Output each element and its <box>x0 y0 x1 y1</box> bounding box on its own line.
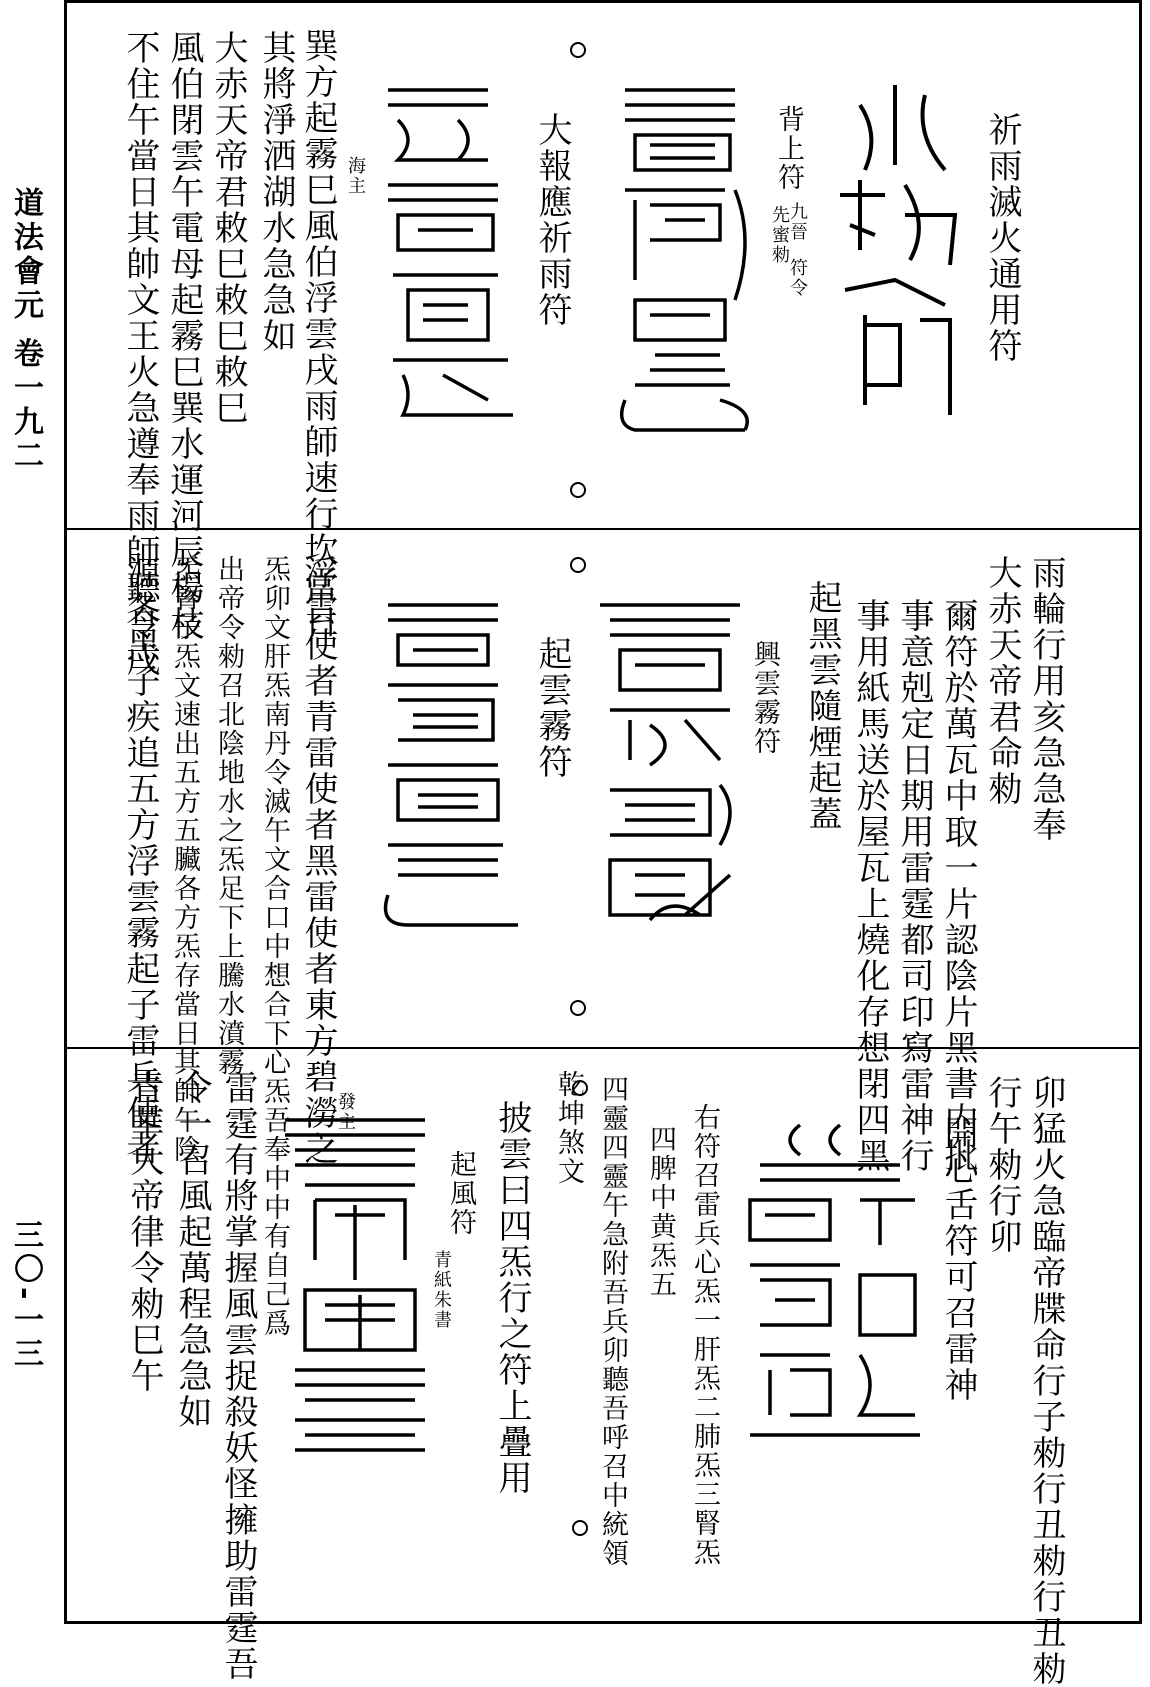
section3-text-left: 雷霆有將掌握風雲捉殺妖怪擁助雷霆吾 <box>218 1070 258 1682</box>
back-talisman-label: 背上符 <box>773 105 804 192</box>
section2-text-left: 出帝令勑召北陰地水之炁足下上騰水濆霧 <box>213 555 244 1077</box>
back-note-2: 符令 <box>787 258 808 298</box>
back-note-3: 先蜜勑 <box>769 205 790 265</box>
section2-text-right: 爾符於萬瓦中取一片認陰片黑書内批 <box>938 598 978 1174</box>
section3-text-left: 青華大帝律令勑巳午 <box>124 1070 164 1394</box>
section2-text-left: 源各黑子疾追五方浮雲霧起子雷兵使者 <box>120 555 160 1167</box>
talisman-wind <box>275 1110 440 1470</box>
section3-text-right: 開心舌符可召雷神 <box>938 1115 978 1403</box>
section2-text-left: 炁腎子炁文速出五方五臟各方炁存當日其帥午陰 <box>169 555 200 1164</box>
section2-text-right: 大赤天帝君命勑 <box>982 555 1022 807</box>
marker-circle <box>572 1520 588 1536</box>
section1-text-line: 風伯閉雲午電母起霧巳巽水運河辰楊枝 <box>164 30 204 642</box>
section1-text-line: 巽方起霧巳風伯浮雲戌雨師速行坎當日 <box>298 28 338 640</box>
book-title-margin: 道法會元 卷一九二 <box>8 186 43 474</box>
talisman-cloud-fog <box>590 595 750 940</box>
marker-circle <box>570 482 586 498</box>
section-divider-1 <box>64 528 1142 530</box>
section3-text-mid: 四脾中黄炁五 <box>645 1125 676 1299</box>
section3-title: 起風符 <box>445 1150 476 1237</box>
talisman-cloud <box>368 595 523 940</box>
section2-note: 起黑雲隨煙起蓋 <box>802 580 842 832</box>
section1-text-line: 大赤天帝君敕巳敕巳敕巳 <box>208 30 248 426</box>
section2-text-right: 事用紙馬送於屋瓦上燒化存想閉四黑 <box>850 598 890 1174</box>
small-mark: 發主 <box>335 1092 356 1132</box>
talisman-thunder <box>595 80 760 440</box>
talisman-summon-yang <box>730 1115 930 1465</box>
section3-text-mid: 披雲曰四炁行之符上疊用 <box>492 1100 532 1496</box>
section2-text-left: 炁卯文肝炁南丹令滅午文合口中想合下心炁吾奉中中有自己爲 <box>259 555 290 1338</box>
back-note-1: 九晉 <box>787 202 808 242</box>
small-mark: 海主 <box>345 156 366 196</box>
section3-text-left: 令一召風起萬程急急如 <box>172 1070 212 1430</box>
talisman-wind-rain <box>368 80 523 440</box>
section3-text-right: 行午勑行卯 <box>982 1075 1022 1255</box>
section3-title-note: 青紙朱書 <box>431 1250 452 1330</box>
section3-text-mid: 乾坤煞文 <box>553 1070 584 1186</box>
section2-title: 起雲霧符 <box>532 636 572 780</box>
xing-yun-wu-label: 興雲霧符 <box>749 640 780 756</box>
marker-circle <box>570 42 586 58</box>
section3-text-right: 卯猛火急臨帝牒命行子勑行丑勑行丑勑 <box>1026 1075 1066 1687</box>
section3-text-mid: 右符召雷兵心炁一肝炁二肺炁三腎炁 <box>689 1103 720 1567</box>
marker-circle <box>570 557 586 573</box>
section2-text-right: 事意剋定日期用雷霆都司印寫雷神行 <box>894 598 934 1174</box>
marker-circle <box>572 1080 588 1096</box>
section2-text-left: 浮雲使者青雷使者黑雷使者東方碧澇之 <box>298 555 338 1167</box>
section1-title: 祈雨滅火通用符 <box>982 112 1022 364</box>
marker-circle <box>570 1000 586 1016</box>
section1-text-line: 其將淨洒湖水急急如 <box>256 30 296 354</box>
section2-text-right: 雨輪行用亥急急奉 <box>1026 555 1066 843</box>
section1-text-line: 不住午當日其帥文王火急遵奉雨師聽令戌 <box>120 30 160 678</box>
page-number-margin: 三〇-一三 <box>8 1218 43 1372</box>
talisman-water-command <box>820 75 970 435</box>
section3-text-mid: 四靈四靈午急附吾兵卯聽吾呼召中統領 <box>597 1075 628 1568</box>
section1-title2: 大報應祈雨符 <box>532 112 572 328</box>
